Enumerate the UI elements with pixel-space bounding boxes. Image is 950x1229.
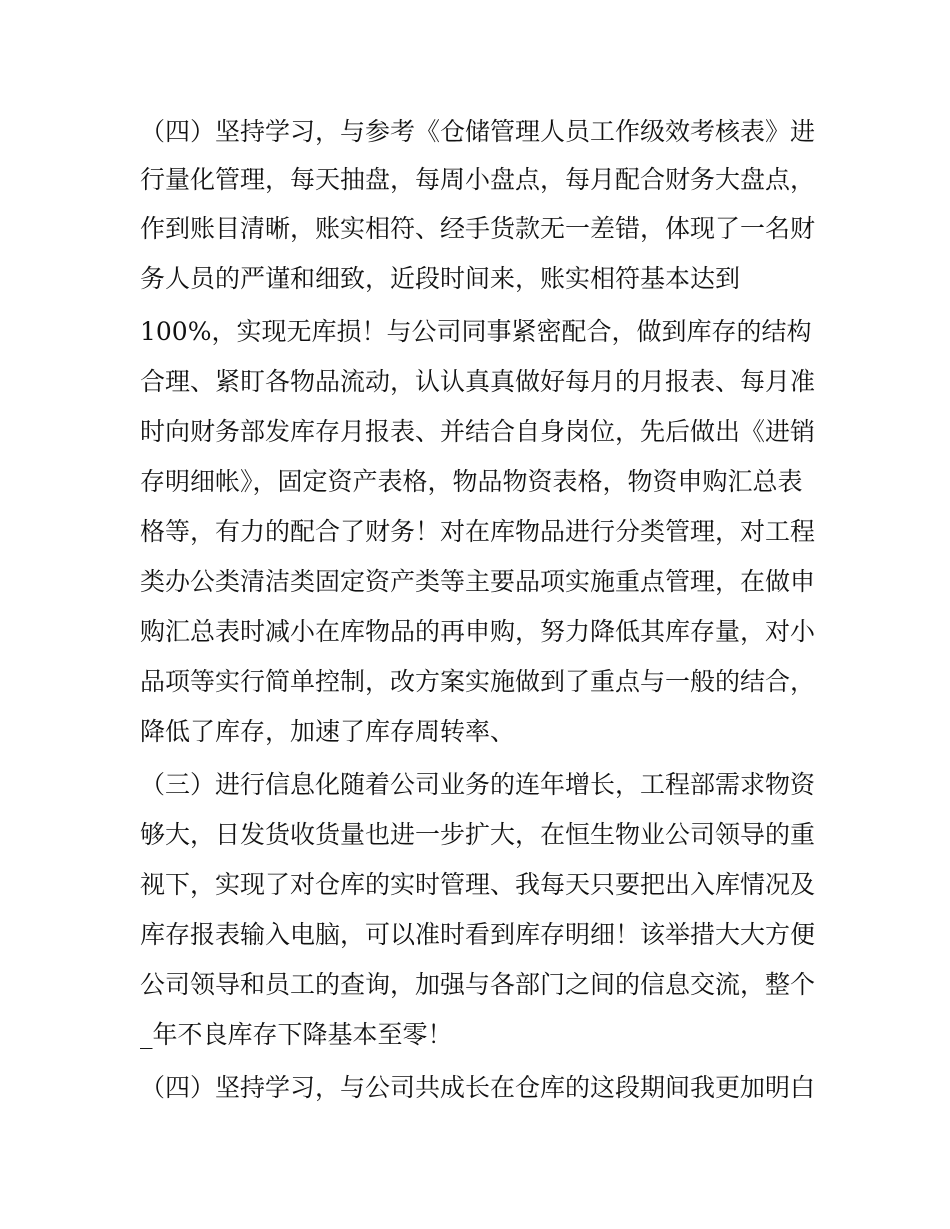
text-line: （三）进行信息化随着公司业务的连年增长，工程部需求物资	[140, 770, 816, 799]
text-line: 格等，有力的配合了财务！对在库物品进行分类管理，对工程	[140, 517, 816, 546]
text-line: 合理、紧盯各物品流动，认认真真做好每月的月报表、每月准	[140, 367, 816, 396]
text-line: 库存报表输入电脑，可以准时看到库存明细！该举措大大方便	[140, 920, 816, 949]
text-line: 务人员的严谨和细致，近段时间来，账实相符基本达到	[140, 264, 741, 293]
text-line: 作到账目清晰，账实相符、经手货款无一差错，体现了一名财	[140, 214, 816, 243]
text-line: （四）坚持学习，与公司共成长在仓库的这段期间我更加明白	[140, 1073, 816, 1102]
text-line: 100%，实现无库损！与公司同事紧密配合，做到库存的结构	[140, 317, 812, 346]
text-line: （四）坚持学习，与参考《仓储管理人员工作级效考核表》进	[140, 117, 816, 146]
text-line: _年不良库存下降基本至零！	[140, 1020, 453, 1049]
text-line: 存明细帐》，固定资产表格，物品物资表格，物资申购汇总表	[140, 467, 803, 496]
text-line: 降低了库存，加速了库存周转率、	[140, 717, 516, 746]
text-line: 购汇总表时减小在库物品的再申购，努力降低其库存量，对小	[140, 617, 816, 646]
text-line: 行量化管理，每天抽盘，每周小盘点，每月配合财务大盘点，	[140, 165, 816, 194]
text-line: 公司领导和员工的查询，加强与各部门之间的信息交流，整个	[140, 970, 816, 999]
text-line: 视下，实现了对仓库的实时管理、我每天只要把出入库情况及	[140, 870, 816, 899]
text-line: 品项等实行简单控制，改方案实施做到了重点与一般的结合，	[140, 667, 816, 696]
text-line: 够大，日发货收货量也进一步扩大，在恒生物业公司领导的重	[140, 820, 816, 849]
text-line: 时向财务部发库存月报表、并结合自身岗位，先后做出《进销	[140, 417, 816, 446]
text-line: 类办公类清洁类固定资产类等主要品项实施重点管理，在做申	[140, 567, 816, 596]
